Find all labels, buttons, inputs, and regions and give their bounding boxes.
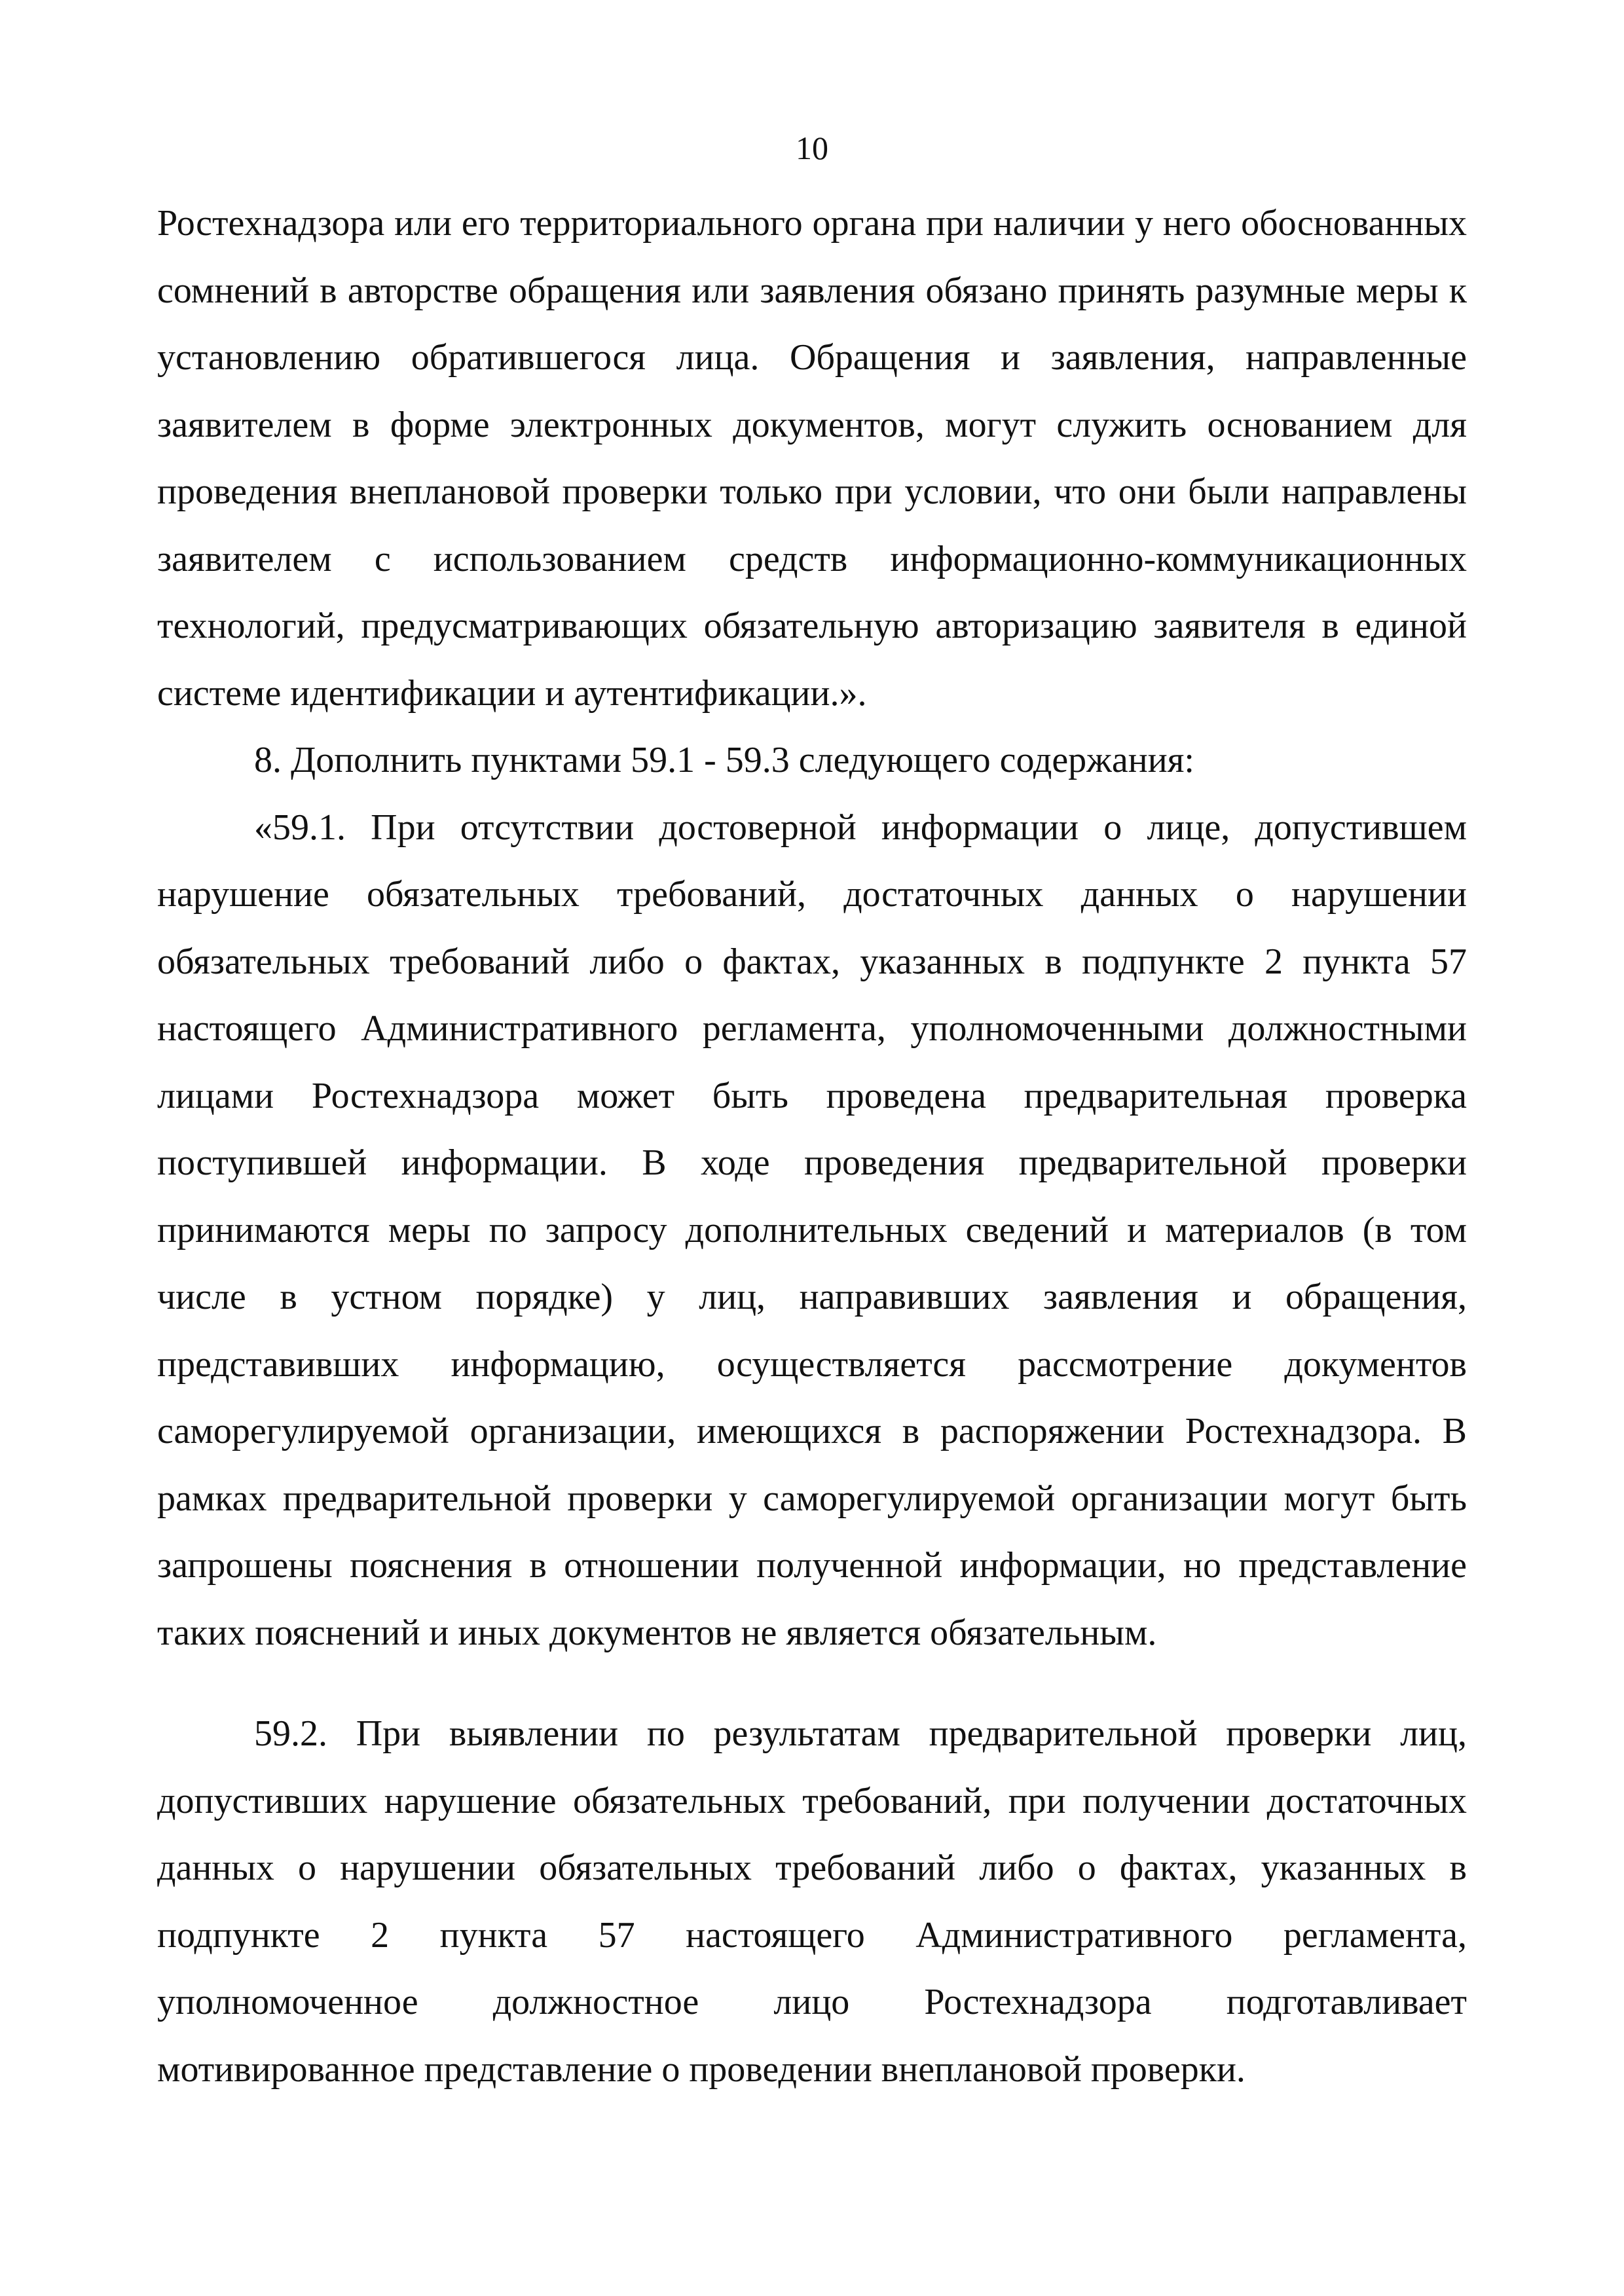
document-body [157,190,1467,2103]
paragraph-59-2: 59.2. При выявлении по результатам предварительной проверки лиц, допустивших нарушение обязательных требований, при получении достаточных данных о нарушении обязательных требований либо о фактах, указанных в подпункте 2 пункта 57 настоящего Административного регламента, уполномоченное должностное лицо Ростехнадзора подготавливает мотивированное представление о проведении внеплановой проверки. [157,1713,1467,2090]
paragraph-59-1: «59.1. При отсутствии достоверной информации о лице, допустившем нарушение обязательных требований, достаточных данных о нарушении обязательных требований либо о фактах, указанных в подпункте 2 пункта 57 настоящего Административного регламента, уполномоченными должностными лицами Ростехнадзора может быть проведена предварительная проверка поступившей информации. В ходе проведения предварительной проверки принимаются меры по запросу дополнительных сведений и материалов (в том числе в устном порядке) у лиц, направивших заявления и обращения, представивших информацию, осуществляется рассмотрение документов саморегулируемой организации, имеющихся в распоряжении Ростехнадзора. В рамках предварительной проверки у саморегулируемой организации могут быть запрошены пояснения в отношении полученной информации, но представление таких пояснений и иных документов не является обязательным. [157,807,1467,1653]
paragraph-item-8: 8. Дополнить пунктами 59.1 - 59.3 следующего содержания: [254,740,1194,780]
page-number: 10 [796,130,828,166]
paragraph-continuation: Ростехнадзора или его территориального органа при наличии у него обоснованных сомнений в авторстве обращения или заявления обязано принять разумные меры к установлению обратившегося лица. Обращения и заявления, направленные заявителем в форме электронных документов, могут служить основанием для проведения внеплановой проверки только при условии, что они были направлены заявителем с использованием средств информационно-коммуникационных технологий, предусматривающих обязательную авторизацию заявителя в единой системе идентификации и аутентификации.». [157,203,1467,714]
